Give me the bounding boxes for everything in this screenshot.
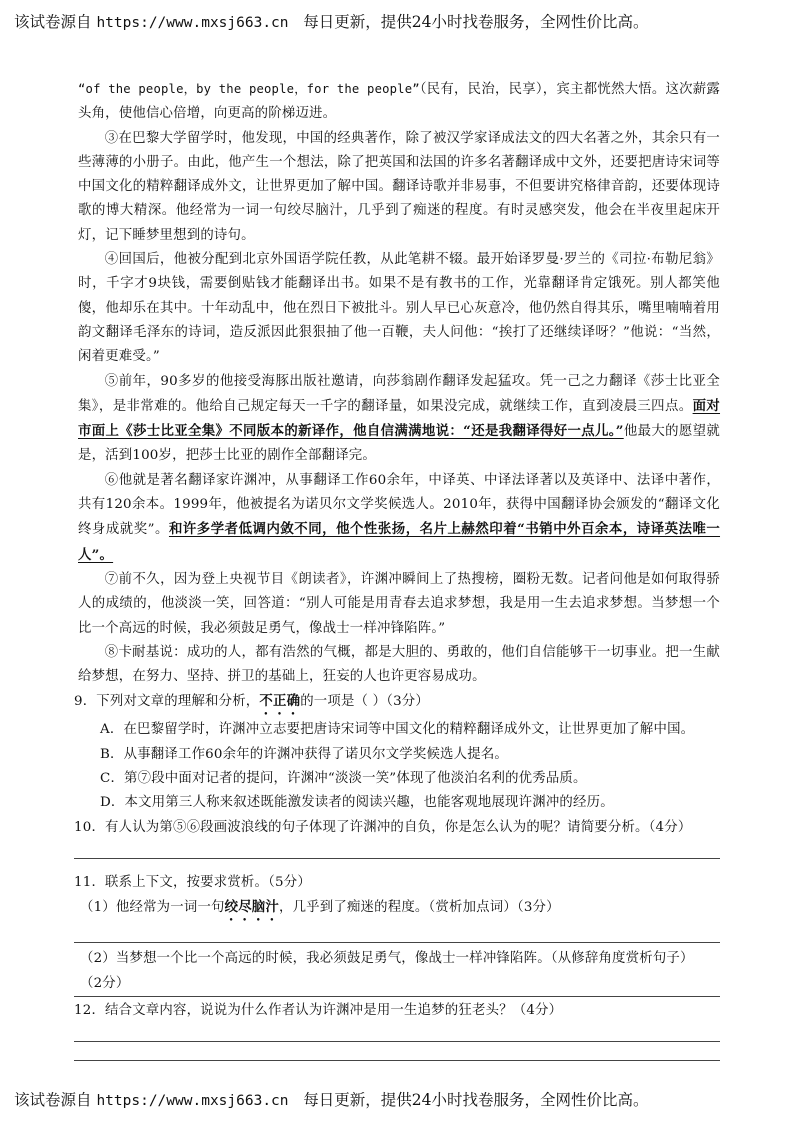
question-11-1: （1）他经常为一词一句绞尽脑汁，几乎到了痴迷的程度。（赏析加点词）（3分） (80, 899, 560, 916)
banner-suffix: 每日更新，提供24小时找卷服务，全网性价比高。 (303, 13, 649, 31)
option-a: A．在巴黎留学时，许渊冲立志要把唐诗宋词等中国文化的精粹翻译成外文，让世界更加了解中国。 (100, 722, 695, 738)
passage-paragraph-5: ⑤前年，90多岁的他接受海豚出版社邀请，向莎翁剧作翻译发起猛攻。凭一己之力翻译《莎士比亚全集》，是非常难的。他给自己规定每天一千字的翻译量，如果没完成，就继续工作，直到凌晨三四点。面对市面上《莎士比亚全集》不同版本的新译作，他自信满满地说：“还是我翻译得好一点儿。”他最大的愿望就是，活到100岁，把莎士比亚的剧作全部翻译完。 (78, 373, 721, 464)
option-b: B．从事翻译工作60余年的许渊冲获得了诺贝尔文学奖候选人提名。 (100, 746, 509, 762)
passage-paragraph-3: ③在巴黎大学留学时，他发现，中国的经典著作，除了被汉学家译成法文的四大名著之外，其余只有一些薄薄的小册子。由此，他产生一个想法，除了把英国和法国的许多名著翻译成中文外，还要把唐诗宋词等中国文化的精粹翻译成外文，让世界更加了解中国。翻译诗歌并非易事，不但要讲究格律音韵，还要体现诗歌的博大精深。他经常为一词一句绞尽脑汁，几乎到了痴迷的程度。有时灵感突发，他会在半夜里起床开灯，记下睡梦里想到的诗句。 (78, 130, 720, 243)
exam-content (74, 77, 721, 1061)
passage-paragraph-8: ⑧卡耐基说：成功的人，都有浩然的气概，都是大胆的、勇敢的，他们自信能够干一切事业。把一生献给梦想，在努力、坚持、拼卫的基础上，狂妄的人也许更容易成功。 (78, 644, 720, 685)
banner-url[interactable]: https://www.mxsj663.cn (96, 15, 289, 31)
passage-paragraph-continued: “of the people，by the people，for the people”（民有，民治，民享），宾主都恍然大悟。这次薪露头角，使他信心倍增，向更高的阶梯迈进。 (78, 82, 720, 122)
banner-url[interactable]: https://www.mxsj663.cn (96, 1093, 289, 1109)
banner-prefix: 该试卷源自 (14, 13, 92, 31)
passage-paragraph-4: ④回国后，他被分配到北京外国语学院任教，从此笔耕不辍。最开始译罗曼·罗兰的《司拉·布勒尼翁》时，千字才9块钱，需要倒贴钱才能翻译出书。如果不是有教书的工作，光靠翻译肯定饿死。别人都笑他傻，他却乐在其中。十年动乱中，他在烈日下被批斗。别人早已心灰意冷，他仍然自得其乐，嘴里喃喃着用韵文翻译毛泽东的诗词，造反派因此狠狠抽了他一百鞭，夫人问他：“挨打了还继续译呀？”他说：“当然，闲着更难受。” (78, 252, 720, 365)
question-12: 12．结合文章内容，说说为什么作者认为许渊冲是用一生追梦的狂老头？（4分） (74, 1002, 563, 1018)
emphasized-phrase: 绞尽脑汁 (224, 899, 279, 916)
passage-paragraph-7: ⑦前不久，因为登上央视节目《朗读者》，许渊冲瞬间上了热搜榜，圈粉无数。记者问他是如何取得骄人的成绩的，他淡淡一笑，回答道：“别人可能是用青春去追求梦想，我是用一生去追求梦想。当梦想一个比一个高远的时候，我必须鼓足勇气，像战士一样冲锋陷阵。” (78, 571, 720, 636)
question-10: 10．有人认为第⑤⑥段画波浪线的句子体现了许渊冲的自负，你是怎么认为的呢？请简要分析。（4分） (74, 819, 692, 835)
option-d: D．本文用第三人称来叙述既能激发读者的阅读兴趣，也能客观地展现许渊冲的经历。 (100, 795, 614, 811)
emphasized-word: 不正确 (259, 693, 301, 710)
question-11-2: （2）当梦想一个比一个高远的时候，我必须鼓足勇气，像战士一样冲锋陷阵。（从修辞角度赏析句子） （2分） (80, 951, 694, 991)
banner-suffix: 每日更新，提供24小时找卷服务，全网性价比高。 (303, 1091, 649, 1109)
option-c: C．第⑦段中面对记者的提问，许渊冲“淡淡一笑”体现了他淡泊名利的优秀品质。 (100, 771, 587, 787)
banner-prefix: 该试卷源自 (14, 1091, 92, 1109)
answer-line (74, 1060, 720, 1061)
top-source-banner (14, 10, 649, 32)
wavy-underlined-sentence-5: 面对市面上《莎士比亚全集》不同版本的新译作，他自信满满地说：“还是我翻译得好一点儿。” (78, 397, 721, 440)
english-quote: “of the people，by the people，for the people” (78, 82, 420, 96)
question-11: 11．联系上下文，按要求赏析。（5分） (74, 874, 311, 890)
question-9: 9．下列对文章的理解和分析，不正确的一项是（ ）（3分） (74, 693, 429, 710)
wavy-underlined-sentence-6: 和许多学者低调内敛不同，他个性张扬，名片上赫然印着“书销中外百余本，诗译英法唯一人”。 (78, 521, 721, 563)
bottom-source-banner (14, 1088, 649, 1110)
passage-paragraph-6: ⑥他就是著名翻译家许渊冲，从事翻译工作60余年，中译英、中译法译著以及英译中、法译中著作，共有120余本。1999年，他被提名为诺贝尔文学奖候选人。2010年，获得中国翻译协会颁发的“翻译文化终身成就奖”。和许多学者低调内敛不同，他个性张扬，名片上赫然印着“书销中外百余本，诗译英法唯一人”。 (78, 472, 721, 563)
